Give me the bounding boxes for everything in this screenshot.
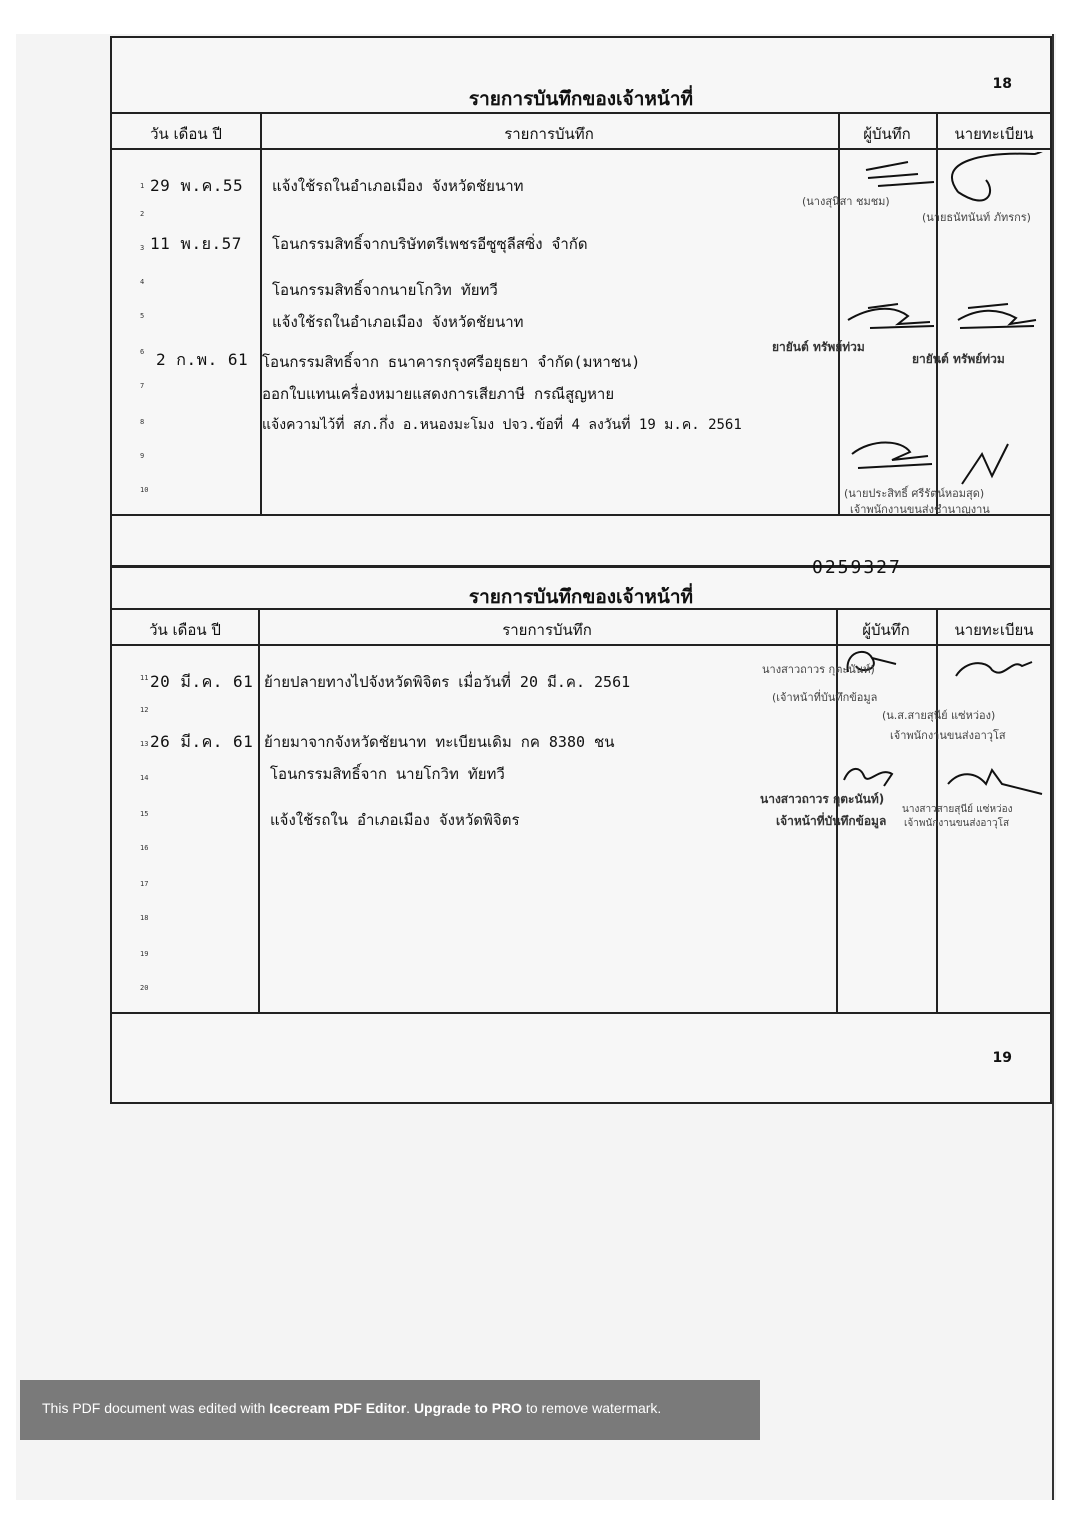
- entry-text: แจ้งความไว้ที่ สภ.กึ่ง อ.หนองมะโมง ปจว.ข้อที่ 4 ลงวันที่ 19 ม.ค. 2561: [262, 417, 742, 433]
- col-registrar-header: นายทะเบียน: [954, 621, 1034, 639]
- stamp-text: (นายประสิทธิ์ ศรีรัตน์หอมสุด): [844, 487, 985, 500]
- watermark-product: Icecream PDF Editor: [269, 1400, 407, 1416]
- stamp-text: (น.ส.สายสุนีย์ แซ่หว่อง): [882, 709, 996, 722]
- stamp-text: ยายันต์ ทรัพย์ท่วม: [772, 340, 865, 354]
- stamp-text: นางสาวถาวร กุตะนันท์): [762, 663, 875, 676]
- line-number: 20: [140, 984, 149, 992]
- entry-date: 11 พ.ย.57: [150, 234, 242, 253]
- line-number: 11: [140, 674, 149, 682]
- stamp-text: เจ้าพนักงานขนส่งชำนาญงาน: [850, 503, 990, 516]
- entry-text: แจ้งใช้รถในอำเภอเมือง จังหวัดชัยนาท: [272, 313, 524, 331]
- entry-text: ออกใบแทนเครื่องหมายแสดงการเสียภาษี กรณีสูญหาย: [262, 385, 615, 403]
- entry-text: โอนกรรมสิทธิ์จาก นายโกวิท ทัยทวี: [270, 765, 505, 783]
- page-number: 19: [992, 1050, 1012, 1066]
- entry-date: 20 มี.ค. 61: [150, 672, 254, 691]
- entry-date: 2 ก.พ. 61: [156, 350, 249, 369]
- entry-text: แจ้งใช้รถในอำเภอเมือง จังหวัดชัยนาท: [272, 177, 524, 195]
- col-registrar-header: นายทะเบียน: [954, 125, 1034, 143]
- record-page-19: [110, 557, 1052, 1104]
- col-record-header: รายการบันทึก: [504, 125, 594, 143]
- entry-text: โอนกรรมสิทธิ์จากบริษัทตรีเพชรอีซูซุลีสซิ่ง จำกัด: [272, 235, 588, 253]
- stamp-text: เจ้าพนักงานขนส่งอาวุโส: [904, 818, 1010, 829]
- stamp-text: (นางสุนิสา ชมชม): [802, 195, 890, 208]
- signature-icon: [838, 294, 1052, 334]
- table-bottom-rule: [112, 1012, 1050, 1014]
- col-date-header: วัน เดือน ปี: [149, 621, 221, 639]
- col-date-header: วัน เดือน ปี: [150, 125, 222, 143]
- col-recorder-header: ผู้บันทึก: [863, 125, 911, 143]
- stamp-text: นางสาวถาวร กุตะนันท์): [760, 792, 885, 806]
- column-divider: [260, 112, 262, 516]
- line-number: 10: [140, 486, 149, 494]
- stamp-text: (เจ้าหน้าที่บันทึกข้อมูล: [772, 691, 878, 704]
- watermark-text: [42, 1400, 661, 1416]
- entry-text: ย้ายปลายทางไปจังหวัดพิจิตร เมื่อวันที่ 20 มี.ค. 2561: [264, 673, 631, 691]
- line-number: 19: [140, 950, 149, 958]
- watermark-banner: [20, 1380, 760, 1440]
- serial-number: 0259327: [812, 557, 902, 578]
- entry-text: โอนกรรมสิทธิ์จากนายโกวิท ทัยทวี: [272, 281, 498, 299]
- line-number: 18: [140, 914, 149, 922]
- column-divider: [258, 608, 260, 1014]
- entry-text: ย้ายมาจากจังหวัดชัยนาท ทะเบียนเดิม กค 8380 ชน: [264, 733, 615, 751]
- entry-date: 29 พ.ค.55: [150, 176, 244, 195]
- line-number: 2: [140, 210, 145, 218]
- line-number: 14: [140, 774, 149, 782]
- watermark-suffix: to remove watermark.: [522, 1400, 662, 1416]
- line-number: 9: [140, 452, 145, 460]
- watermark-prefix: This PDF document was edited with: [42, 1400, 270, 1416]
- line-number: 6: [140, 348, 145, 356]
- stamp-text: นางสาวสายสุนีย์ แซ่หว่อง: [902, 804, 1013, 815]
- line-number: 12: [140, 706, 149, 714]
- page-title: รายการบันทึกของเจ้าหน้าที่: [468, 586, 694, 608]
- col-recorder-header: ผู้บันทึก: [862, 621, 910, 639]
- stamp-text: เจ้าพนักงานขนส่งอาวุโส: [890, 729, 1006, 742]
- line-number: 13: [140, 740, 149, 748]
- page-title: รายการบันทึกของเจ้าหน้าที่: [468, 88, 694, 110]
- line-number: 4: [140, 278, 145, 286]
- watermark-upgrade-link[interactable]: Upgrade to PRO: [413, 1400, 523, 1416]
- stamp-text: (นายธนัทนันท์ ภัทรกร): [922, 211, 1031, 224]
- col-record-header: รายการบันทึก: [502, 621, 592, 639]
- line-number: 5: [140, 312, 145, 320]
- entry-date: 26 มี.ค. 61: [150, 732, 254, 751]
- table-header: [112, 112, 1050, 150]
- sheet-edge: [1052, 34, 1054, 1500]
- entry-text: โอนกรรมสิทธิ์จาก ธนาคารกรุงศรีอยุธยา จำกัด(มหาชน): [262, 353, 641, 371]
- stamp-text: เจ้าหน้าที่บันทึกข้อมูล: [776, 814, 887, 828]
- page-number: 18: [992, 76, 1012, 92]
- line-number: 17: [140, 880, 149, 888]
- line-number: 16: [140, 844, 149, 852]
- line-number: 8: [140, 418, 145, 426]
- entry-text: แจ้งใช้รถใน อำเภอเมือง จังหวัดพิจิตร: [270, 811, 520, 829]
- record-page-18: [110, 36, 1052, 567]
- line-number: 3: [140, 244, 145, 252]
- line-number: 1: [140, 182, 145, 190]
- line-number: 15: [140, 810, 149, 818]
- watermark-separator: .: [406, 1400, 414, 1416]
- line-number: 7: [140, 382, 145, 390]
- stamp-text: ยายันต์ ทรัพย์ท่วม: [912, 352, 1005, 366]
